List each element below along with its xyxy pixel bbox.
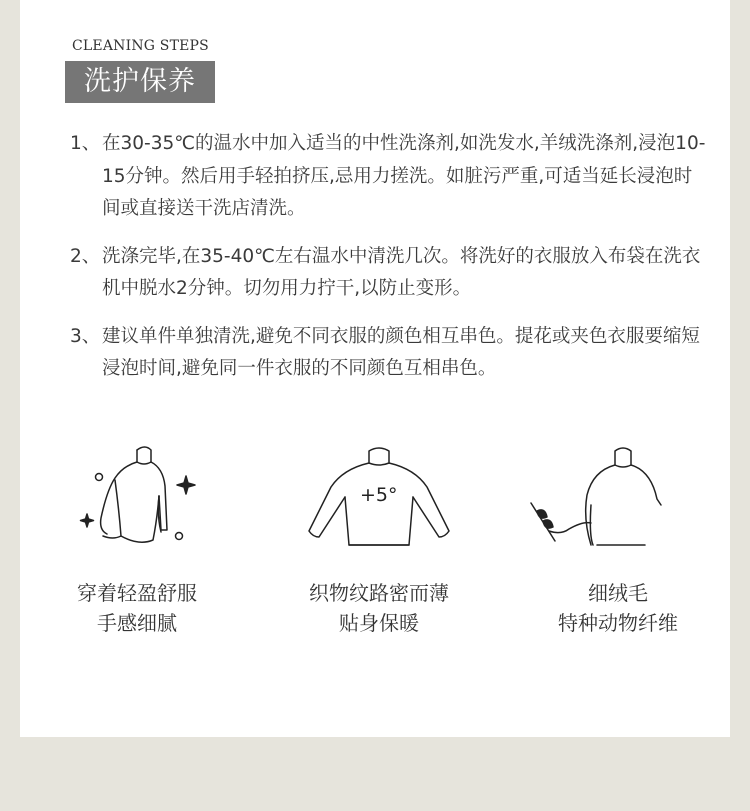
sparkle-sweater-icon [75, 440, 205, 555]
temperature-badge: +5° [360, 484, 398, 506]
knitting-sweater-icon [525, 445, 665, 550]
step-text: 在30-35℃的温水中加入适当的中性洗涤剂,如洗发水,羊绒洗涤剂,浸泡10-15分钟。然后用手轻拍挤压,忌用力搓洗。如脏污严重,可适当延长浸泡时间或直接送干洗店清洗。 [102, 133, 706, 219]
step-text: 建议单件单独清洗,避免不同衣服的颜色相互串色。提花或夹色衣服要缩短浸泡时间,避免同一件衣服的不同颜色互相串色。 [102, 325, 700, 379]
section-eyebrow: CLEANING STEPS [72, 38, 209, 54]
feature-caption-line1: 穿着轻盈舒服 [77, 581, 197, 605]
step-number: 1、 [70, 133, 101, 154]
steps-list [70, 128, 710, 386]
step-item [70, 128, 710, 226]
feature-caption-line1: 织物纹路密而薄 [309, 581, 449, 605]
feature-caption [279, 578, 479, 638]
section-title: 洗护保养 [65, 61, 215, 103]
feature-caption-line2: 特种动物纤维 [558, 611, 678, 635]
feature-caption [37, 578, 237, 638]
step-number: 3、 [70, 325, 101, 347]
step-number: 2、 [70, 245, 101, 267]
step-item [70, 321, 710, 386]
feature-caption [518, 578, 718, 638]
feature-caption-line1: 细绒毛 [588, 581, 648, 605]
feature-caption-line2: 手感细腻 [97, 611, 177, 635]
step-text: 洗涤完毕,在35-40℃左右温水中清洗几次。将洗好的衣服放入布袋在洗衣机中脱水2分钟。切勿用力拧干,以防止变形。 [102, 245, 701, 299]
feature-caption-line2: 贴身保暖 [339, 611, 419, 635]
step-item [70, 241, 710, 306]
